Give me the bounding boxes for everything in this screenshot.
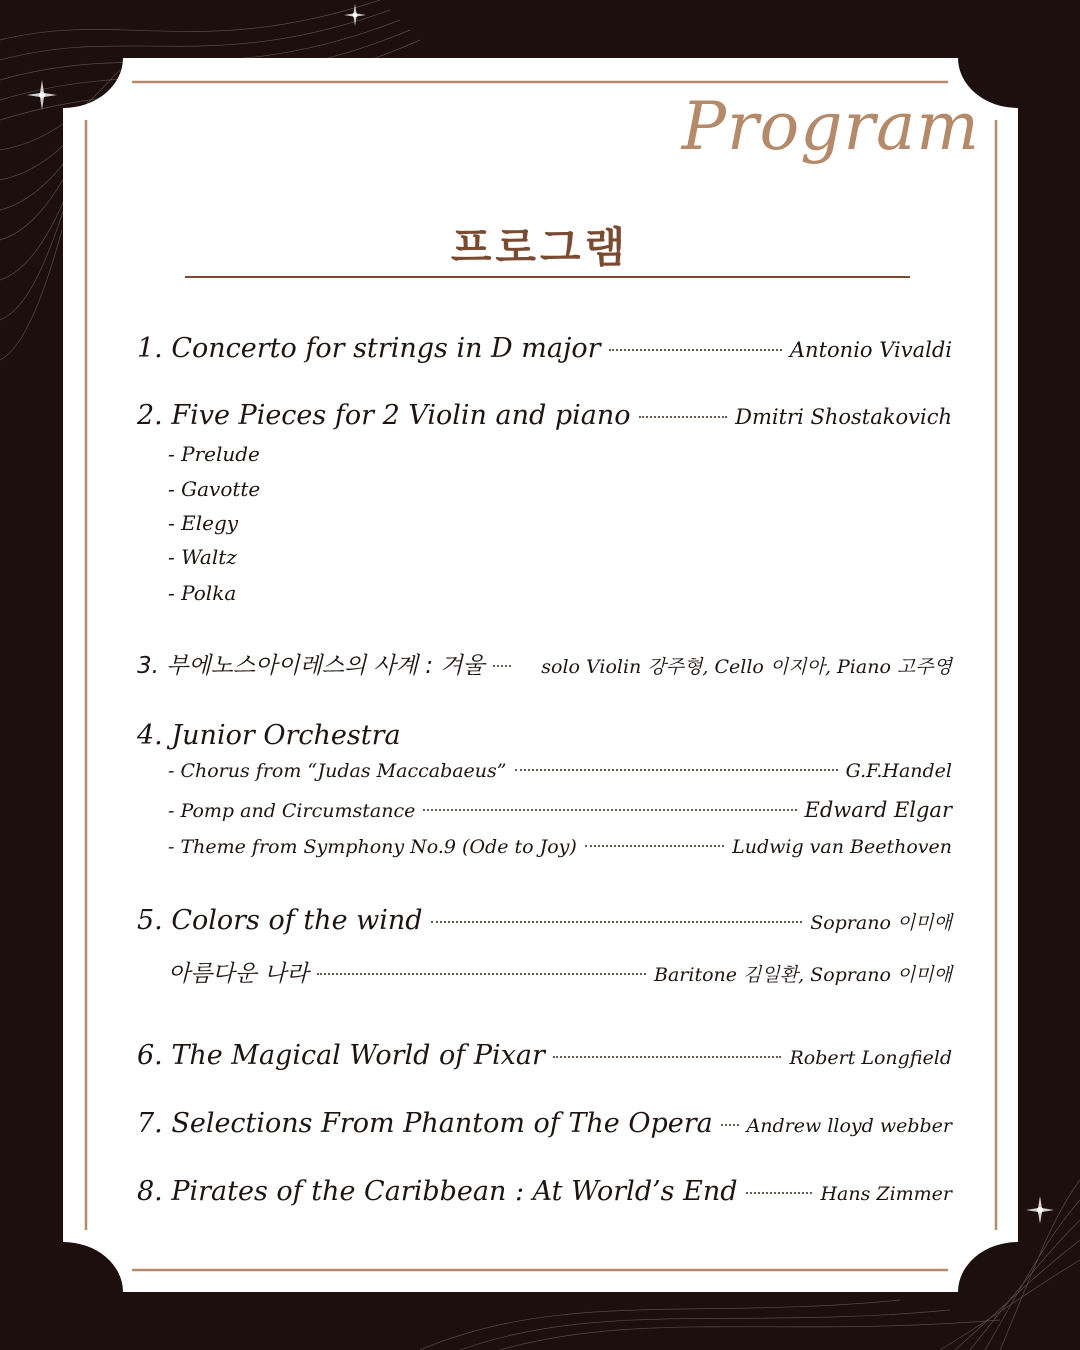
dot-leader [317, 973, 646, 975]
movement-elegy: - Elegy [168, 511, 239, 535]
dot-leader [493, 665, 511, 667]
dot-leader [746, 1192, 813, 1194]
item-title: 1. Concerto for strings in D major [137, 333, 601, 364]
dot-leader [553, 1056, 782, 1058]
dot-leader [431, 921, 803, 923]
piece-title: - Theme from Symphony No.9 (Ode to Joy) [168, 836, 577, 858]
korean-title: 프로그램 [450, 223, 630, 272]
movement-polka: - Polka [168, 581, 237, 605]
item-title: 5. Colors of the wind [137, 905, 423, 936]
program-item-1 [137, 333, 952, 364]
title-underline [185, 276, 910, 278]
dot-leader [585, 845, 724, 847]
item-title: 8. Pirates of the Caribbean : At World’s End [137, 1176, 738, 1207]
piece-composer: Ludwig van Beethoven [732, 836, 952, 858]
dot-leader [721, 1124, 739, 1126]
program-item-5b [168, 955, 952, 988]
item-composer: Antonio Vivaldi [789, 338, 952, 362]
dot-leader [423, 809, 796, 811]
item-title: 3. 부에노스아이레스의 사계 : 겨울 [137, 653, 485, 679]
item-composer: Robert Longfield [789, 1047, 952, 1069]
program-item-5 [137, 905, 952, 936]
program-script-title: Program [681, 88, 980, 165]
program-item-3 [137, 647, 952, 680]
piece-title: - Pomp and Circumstance [168, 800, 416, 822]
item-composer: Hans Zimmer [820, 1183, 952, 1205]
item-title: 아름다운 나라 [168, 961, 309, 987]
movement-prelude: - Prelude [168, 442, 260, 466]
item-title: 6. The Magical World of Pixar [137, 1040, 545, 1071]
movement-gavotte: - Gavotte [168, 477, 261, 501]
junior-piece-3 [168, 836, 952, 858]
item-title: 7. Selections From Phantom of The Opera [137, 1108, 713, 1139]
program-item-4 [137, 720, 952, 751]
piece-composer: G.F.Handel [845, 760, 952, 782]
junior-piece-2 [168, 798, 952, 822]
program-item-8 [137, 1176, 952, 1207]
item-performer: Baritone 김일환, Soprano 이미애 [654, 964, 952, 986]
item-title: 4. Junior Orchestra [137, 720, 401, 751]
piece-title: - Chorus from “Judas Maccabaeus” [168, 760, 507, 782]
program-item-6 [137, 1040, 952, 1071]
piece-composer: Edward Elgar [804, 798, 952, 822]
dot-leader [609, 349, 782, 351]
junior-piece-1 [168, 760, 952, 782]
item-title: 2. Five Pieces for 2 Violin and piano [137, 400, 631, 431]
item-composer: Andrew lloyd webber [746, 1115, 952, 1137]
item-performer: Soprano 이미애 [810, 912, 952, 934]
program-item-7 [137, 1108, 952, 1139]
item-performers: solo Violin 강주형, Cello 이지아, Piano 고주영 [541, 656, 952, 678]
program-item-2 [137, 400, 952, 431]
movement-waltz: - Waltz [168, 545, 237, 569]
item-composer: Dmitri Shostakovich [735, 405, 952, 429]
dot-leader [515, 769, 838, 771]
dot-leader [639, 416, 728, 418]
